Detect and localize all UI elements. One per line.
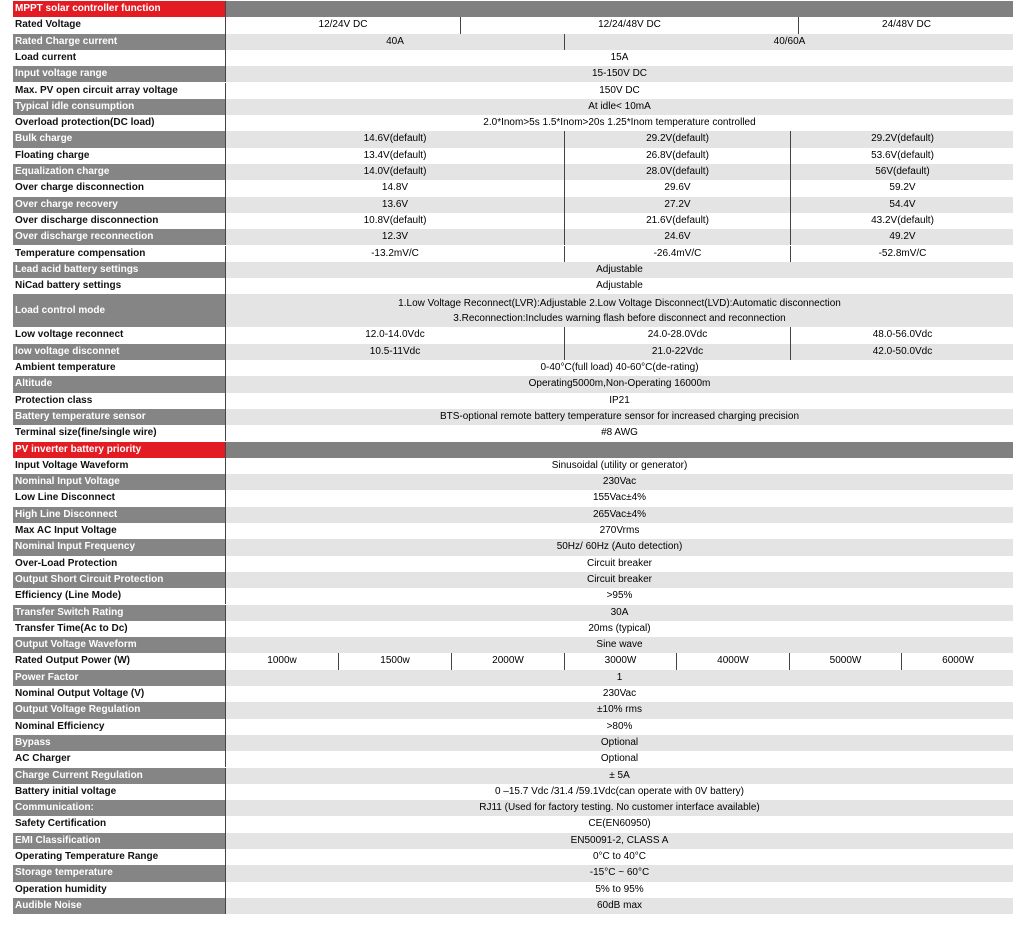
spec-value-cell: 14.6V(default) (363, 133, 427, 145)
spec-values (225, 702, 1013, 718)
spec-values (225, 442, 1013, 458)
spec-values (225, 800, 1013, 816)
spec-value-cell: 12/24V DC (318, 19, 368, 31)
spec-value-cell: 50Hz/ 60Hz (Auto detection) (556, 541, 683, 553)
spec-value-cell: 15A (610, 51, 629, 63)
spec-value-cell: 230Vac (602, 476, 637, 488)
spec-values (225, 131, 1014, 147)
spec-value-cell: 2000W (451, 653, 564, 669)
spec-row (13, 99, 1013, 115)
spec-label: Over charge disconnection (13, 180, 225, 196)
spec-label: Over-Load Protection (13, 556, 225, 572)
spec-value-cell: 5% to 95% (595, 883, 644, 895)
spec-row (13, 670, 1013, 686)
spec-values (225, 34, 1014, 50)
spec-values (225, 637, 1013, 653)
spec-value-cell: Circuit breaker (586, 573, 653, 585)
spec-values (225, 1, 1013, 17)
spec-label: NiCad battery settings (13, 278, 225, 294)
section-title: PV inverter battery priority (13, 442, 225, 458)
spec-value-cell: CE(EN60950) (588, 818, 651, 830)
spec-value-cell: 230Vac (602, 688, 637, 699)
spec-value-cell: ±10% rms (597, 704, 642, 716)
spec-value-cell: >95% (606, 590, 633, 602)
spec-values (225, 83, 1013, 99)
spec-value-cell: -26.4mV/C (564, 246, 790, 262)
spec-row (13, 865, 1013, 881)
spec-row (13, 83, 1013, 99)
spec-row (13, 213, 1013, 229)
spec-value-cell: 1000w (267, 655, 297, 667)
spec-row (13, 849, 1013, 865)
spec-value-cell: -13.2mV/C (371, 247, 419, 259)
spec-row (13, 294, 1013, 327)
spec-value-cell: 10.5-11Vdc (369, 345, 421, 357)
spec-values (225, 572, 1013, 588)
spec-row (13, 816, 1013, 832)
spec-label: Nominal Efficiency (13, 719, 225, 735)
spec-value-cell: ± 5A (609, 769, 630, 781)
spec-values (225, 360, 1013, 376)
spec-values (225, 50, 1013, 66)
spec-value-cell: 30A (610, 606, 629, 618)
spec-row (13, 474, 1013, 490)
spec-value-cell: Optional (600, 753, 639, 765)
spec-label: Bypass (13, 735, 225, 751)
spec-label: Max AC Input Voltage (13, 523, 225, 539)
spec-value-cell: 13.6V (381, 198, 409, 210)
spec-value-cell: 29.2V(default) (564, 131, 790, 147)
spec-value-cell: RJ11 (Used for factory testing. No customer interface available) (479, 802, 760, 814)
spec-values (225, 882, 1013, 898)
spec-values (225, 735, 1013, 751)
spec-value-cell: 3000W (564, 653, 676, 669)
spec-values (225, 376, 1013, 392)
spec-row (13, 523, 1013, 539)
spec-label: Load current (13, 50, 225, 66)
spec-label: Transfer Switch Rating (13, 605, 225, 621)
spec-value-cell: 26.8V(default) (564, 148, 790, 164)
spec-value-cell: Operating5000m,Non-Operating 16000m (528, 378, 711, 390)
spec-row (13, 653, 1013, 669)
spec-values (225, 719, 1013, 735)
spec-values (225, 344, 1014, 360)
spec-row (13, 621, 1013, 637)
spec-value-cell: Sinusoidal (utility or generator) (551, 459, 688, 471)
spec-row (13, 751, 1013, 767)
spec-values (225, 653, 1014, 669)
spec-values (225, 523, 1013, 539)
spec-value-cell: 56V(default) (790, 164, 1014, 180)
spec-values (225, 180, 1014, 196)
spec-value-cell: 24/48V DC (798, 17, 1014, 33)
spec-label: Over discharge disconnection (13, 213, 225, 229)
spec-label: Operating Temperature Range (13, 849, 225, 865)
spec-label: Nominal Input Frequency (13, 539, 225, 555)
spec-row (13, 327, 1013, 343)
spec-value-cell: 29.6V (564, 180, 790, 196)
spec-values (225, 148, 1014, 164)
spec-row (13, 180, 1013, 196)
spec-value-line: 3.Reconnection:Includes warning flash before disconnect and reconnection (453, 312, 786, 324)
spec-label: Rated Output Power (W) (13, 653, 225, 669)
spec-label: Low Line Disconnect (13, 490, 225, 506)
spec-value-cell: >80% (606, 720, 633, 732)
spec-label: Over discharge reconnection (13, 229, 225, 245)
spec-value-line: 1.Low Voltage Reconnect(LVR):Adjustable 2.Low Voltage Disconnect(LVD):Automatic disconnection (398, 297, 841, 309)
spec-label: Rated Voltage (13, 17, 225, 33)
spec-value-cell: #8 AWG (601, 427, 638, 439)
spec-value-cell: 10.8V(default) (363, 214, 427, 226)
spec-row (13, 882, 1013, 898)
spec-value-cell: 48.0-56.0Vdc (790, 327, 1014, 343)
spec-row (13, 686, 1013, 702)
spec-values (225, 294, 1013, 327)
spec-row (13, 800, 1013, 816)
spec-row (13, 148, 1013, 164)
spec-value-cell: 27.2V (564, 197, 790, 213)
spec-row (13, 66, 1013, 82)
spec-label: Operation humidity (13, 882, 225, 898)
spec-label: Equalization charge (13, 164, 225, 180)
spec-values (225, 849, 1013, 865)
spec-values (225, 213, 1014, 229)
spec-row (13, 131, 1013, 147)
spec-row (13, 702, 1013, 718)
spec-values (225, 197, 1014, 213)
spec-value-cell: 28.0V(default) (564, 164, 790, 180)
spec-value-cell: Sine wave (596, 639, 643, 651)
spec-value-cell: 14.0V(default) (363, 166, 427, 177)
spec-value-cell: 24.6V (564, 229, 790, 245)
spec-row (13, 490, 1013, 506)
spec-label: Nominal Input Voltage (13, 474, 225, 490)
spec-label: Temperature compensation (13, 246, 225, 262)
spec-row (13, 246, 1013, 262)
spec-value-cell: 60dB max (596, 899, 643, 911)
spec-value-cell: Circuit breaker (586, 557, 653, 569)
spec-row (13, 719, 1013, 735)
spec-values (225, 99, 1013, 115)
spec-row (13, 229, 1013, 245)
spec-label: Safety Certification (13, 816, 225, 832)
spec-values (225, 539, 1013, 555)
spec-label: Power Factor (13, 670, 225, 686)
spec-label: AC Charger (13, 751, 225, 767)
spec-value-cell: 24.0-28.0Vdc (564, 327, 790, 343)
spec-row (13, 572, 1013, 588)
spec-value-cell: 5000W (789, 653, 901, 669)
spec-values (225, 865, 1013, 881)
spec-row (13, 458, 1013, 474)
spec-value-cell: 42.0-50.0Vdc (790, 344, 1014, 360)
spec-value-cell: 0°C to 40°C (592, 851, 647, 862)
spec-value-cell: BTS-optional remote battery temperature sensor for increased charging precision (439, 410, 800, 422)
spec-label: Protection class (13, 393, 225, 409)
spec-value-cell: 265Vac±4% (592, 508, 647, 520)
spec-label: Battery temperature sensor (13, 409, 225, 425)
spec-value-cell: 21.6V(default) (564, 213, 790, 229)
spec-row (13, 735, 1013, 751)
spec-label: Bulk charge (13, 131, 225, 147)
spec-row (13, 50, 1013, 66)
spec-label: High Line Disconnect (13, 507, 225, 523)
spec-values (225, 768, 1013, 784)
spec-row (13, 556, 1013, 572)
spec-values (225, 686, 1013, 702)
spec-label: Floating charge (13, 148, 225, 164)
spec-value-cell: 2.0*Inom>5s 1.5*Inom>20s 1.25*Inom temperature controlled (483, 117, 756, 129)
spec-row (13, 588, 1013, 604)
spec-multiline-value (226, 294, 1013, 327)
spec-values (225, 164, 1014, 180)
spec-value-cell: 40/60A (564, 34, 1014, 50)
spec-value-cell: 53.6V(default) (790, 148, 1014, 164)
spec-label: Battery initial voltage (13, 784, 225, 800)
spec-value-cell: 29.2V(default) (790, 131, 1014, 147)
spec-values (225, 409, 1013, 425)
spec-label: Communication: (13, 800, 225, 816)
spec-values (225, 621, 1013, 637)
spec-row (13, 898, 1013, 914)
spec-values (225, 670, 1013, 686)
spec-row (13, 637, 1013, 653)
spec-label: Storage temperature (13, 865, 225, 881)
spec-value-cell: Adjustable (596, 280, 643, 292)
spec-values (225, 898, 1013, 914)
spec-row (13, 409, 1013, 425)
spec-values (225, 425, 1013, 441)
spec-values (225, 229, 1014, 245)
spec-label: Output Short Circuit Protection (13, 572, 225, 588)
spec-row (13, 164, 1013, 180)
spec-label: Output Voltage Regulation (13, 702, 225, 718)
spec-label: Audible Noise (13, 898, 225, 914)
spec-label: Typical idle consumption (13, 99, 225, 115)
spec-values (225, 262, 1013, 278)
spec-value-cell: IP21 (609, 394, 630, 406)
spec-label: Load control mode (13, 294, 225, 327)
spec-label: Output Voltage Waveform (13, 637, 225, 653)
spec-values (225, 66, 1013, 82)
spec-value-cell: At idle< 10mA (588, 100, 651, 112)
spec-label: Lead acid battery settings (13, 262, 225, 278)
section-title: MPPT solar controller function (13, 1, 225, 17)
spec-value-cell: 1500w (338, 653, 451, 669)
spec-value-cell: 20ms (typical) (588, 622, 651, 634)
spec-value-cell: 14.8V (381, 182, 409, 194)
spec-label: Max. PV open circuit array voltage (13, 83, 225, 99)
section-header (13, 1, 1013, 17)
spec-row (13, 539, 1013, 555)
spec-value-cell: 40A (386, 35, 404, 47)
spec-value-cell: 270Vrms (599, 525, 640, 536)
spec-values (225, 605, 1013, 621)
spec-row (13, 784, 1013, 800)
spec-value-cell: 1 (616, 671, 623, 683)
section-header (13, 442, 1013, 458)
spec-values (225, 556, 1013, 572)
spec-value-cell: 12.3V (381, 231, 409, 243)
spec-values (225, 833, 1013, 849)
spec-row (13, 278, 1013, 294)
spec-label: Overload protection(DC load) (13, 115, 225, 131)
spec-label: EMI Classification (13, 833, 225, 849)
spec-values (225, 458, 1013, 474)
spec-label: Transfer Time(Ac to Dc) (13, 621, 225, 637)
spec-value-cell: 13.4V(default) (363, 149, 427, 161)
spec-row (13, 262, 1013, 278)
spec-value-cell: 15-150V DC (591, 68, 648, 80)
spec-label: Efficiency (Line Mode) (13, 588, 225, 604)
spec-label: Ambient temperature (13, 360, 225, 376)
spec-value-cell: 49.2V (790, 229, 1014, 245)
spec-row (13, 768, 1013, 784)
spec-value-cell: EN50091-2, CLASS A (570, 834, 669, 846)
spec-value-cell: -52.8mV/C (790, 246, 1014, 262)
spec-label: Terminal size(fine/single wire) (13, 425, 225, 441)
spec-label: Input Voltage Waveform (13, 458, 225, 474)
spec-label: low voltage disconnet (13, 344, 225, 360)
spec-values (225, 327, 1014, 343)
spec-row (13, 197, 1013, 213)
spec-row (13, 605, 1013, 621)
spec-values (225, 784, 1013, 800)
spec-values (225, 246, 1014, 262)
spec-value-cell: 21.0-22Vdc (564, 344, 790, 360)
spec-values (225, 17, 1014, 33)
spec-value-cell: 0 –15.7 Vdc /31.4 /59.1Vdc(can operate with 0V battery) (494, 785, 745, 797)
spec-values (225, 490, 1013, 506)
spec-value-cell: 0-40°C(full load) 40-60°C(de-rating) (540, 362, 699, 373)
spec-row (13, 507, 1013, 523)
spec-values (225, 393, 1013, 409)
spec-row (13, 17, 1013, 33)
spec-row (13, 833, 1013, 849)
spec-value-cell: 54.4V (790, 197, 1014, 213)
spec-row (13, 115, 1013, 131)
spec-label: Altitude (13, 376, 225, 392)
spec-value-cell: 59.2V (790, 180, 1014, 196)
spec-value-cell: 12.0-14.0Vdc (365, 329, 425, 341)
spec-values (225, 115, 1013, 131)
spec-value-cell: Adjustable (596, 263, 643, 275)
spec-values (225, 474, 1013, 490)
spec-label: Nominal Output Voltage (V) (13, 686, 225, 702)
spec-row (13, 34, 1013, 50)
spec-value-cell: 6000W (901, 653, 1014, 669)
spec-row (13, 425, 1013, 441)
spec-row (13, 344, 1013, 360)
spec-label: Input voltage range (13, 66, 225, 82)
spec-row (13, 393, 1013, 409)
spec-value-cell: 4000W (676, 653, 789, 669)
spec-label: Rated Charge current (13, 34, 225, 50)
spec-value-cell: Optional (600, 736, 639, 748)
spec-label: Low voltage reconnect (13, 327, 225, 343)
spec-row (13, 376, 1013, 392)
spec-value-cell: -15°C ~ 60°C (589, 867, 650, 879)
spec-value-cell: 43.2V(default) (790, 213, 1014, 229)
spec-values (225, 507, 1013, 523)
spec-row (13, 360, 1013, 376)
spec-values (225, 278, 1013, 294)
spec-label: Over charge recovery (13, 197, 225, 213)
spec-values (225, 588, 1013, 604)
spec-values (225, 751, 1013, 767)
spec-values (225, 816, 1013, 832)
spec-value-cell: 155Vac±4% (592, 492, 647, 504)
spec-value-cell: 12/24/48V DC (460, 17, 798, 33)
spec-value-cell: 150V DC (599, 84, 640, 96)
spec-label: Charge Current Regulation (13, 768, 225, 784)
